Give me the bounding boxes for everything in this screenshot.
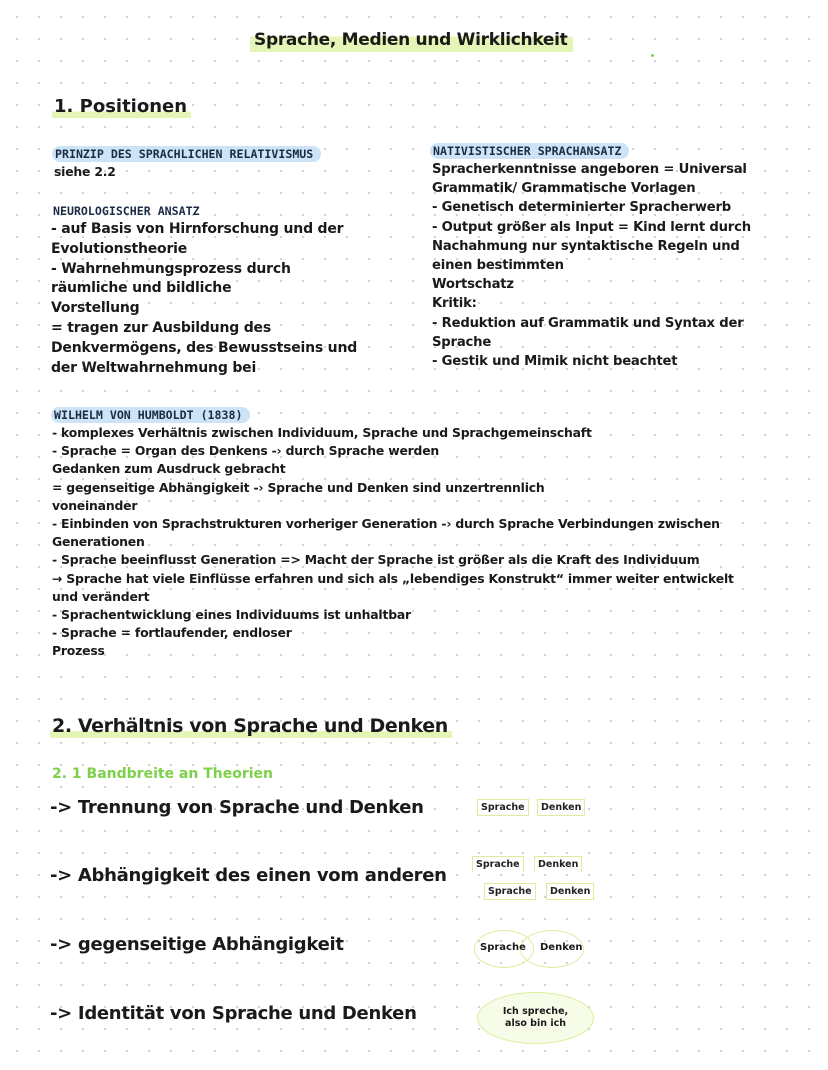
humboldt-body (52, 424, 734, 661)
diagram-separation-denken: Denken (537, 799, 585, 816)
diagram-identity-text: Ich spreche, also bin ich (502, 1006, 569, 1029)
nativ-line: Grammatik/ Grammatische Vorlagen (432, 181, 696, 197)
prinzip-line: siehe 2.2 (54, 164, 116, 179)
nativ-line: - Gestik und Mimik nicht beachtet (432, 354, 678, 370)
nativ-line: Kritik: (432, 296, 477, 312)
neuro-heading: NEUROLOGISCHER ANSATZ (53, 204, 200, 218)
section-1-heading: 1. Positionen (52, 96, 191, 118)
nativ-line: Sprache (432, 334, 492, 350)
neuro-line: = tragen zur Ausbildung des (51, 319, 271, 336)
ink-dot (651, 54, 654, 57)
humboldt-line: Prozess (52, 643, 105, 659)
humboldt-line: → Sprache hat viele Einflüsse erfahren und sich als „lebendiges Konstrukt“ immer weiter entwickelt (52, 570, 734, 586)
nativ-heading: NATIVISTISCHER SPRACHANSATZ (430, 143, 629, 159)
nativ-line: Nachahmung nur syntaktische Regeln und (432, 238, 740, 254)
neuro-line: - auf Basis von Hirnforschung und der (51, 221, 344, 237)
nativ-body (432, 160, 751, 371)
humboldt-line: - Sprachentwicklung eines Individuums ist unhaltbar (52, 607, 411, 623)
neuro-line: Vorstellung (51, 300, 140, 317)
neuro-line: Evolutionstheorie (51, 240, 188, 257)
neuro-line: - Wahrnehmungsprozess durch (51, 260, 291, 277)
page-title: Sprache, Medien und Wirklichkeit (250, 30, 573, 52)
humboldt-line: - Sprache beeinflusst Generation => Macht der Sprache ist größer als die Kraft des Individuum (52, 552, 700, 568)
section-2-1-subheading: 2. 1 Bandbreite an Theorien (52, 766, 274, 782)
diagram-mutual-denken: Denken (540, 942, 583, 953)
diagram-identity-ellipse (477, 992, 594, 1044)
nativ-line: Wortschatz (432, 277, 514, 293)
humboldt-line: voneinander (52, 497, 138, 513)
neuro-line: räumliche und bildliche (51, 280, 232, 297)
humboldt-line: Generationen (52, 534, 145, 550)
diagram-separation-sprache: Sprache (477, 799, 529, 816)
diagram-dependence-denken-bottom: Denken (546, 883, 594, 900)
diagram-dependence-sprache-top: Sprache (472, 856, 524, 872)
section-2-heading: 2. Verhältnis von Sprache und Denken (50, 715, 452, 738)
humboldt-line: - komplexes Verhältnis zwischen Individuum, Sprache und Sprachgemeinschaft (52, 425, 592, 440)
humboldt-line: und verändert (52, 588, 150, 604)
theory-dependence: -> Abhängigkeit des einen vom anderen (50, 865, 447, 886)
nativ-line: - Output größer als Input = Kind lernt durch (432, 219, 751, 235)
humboldt-line: - Einbinden von Sprachstrukturen vorheriger Generation -› durch Sprache Verbindungen zwischen (52, 516, 720, 532)
humboldt-line: - Sprache = Organ des Denkens -› durch Sprache werden (52, 443, 440, 459)
nativ-line: - Genetisch determinierter Spracherwerb (432, 200, 731, 216)
humboldt-line: - Sprache = fortlaufender, endloser (52, 625, 292, 641)
humboldt-line: = gegenseitige Abhängigkeit -› Sprache und Denken sind unzertrennlich (52, 479, 545, 495)
nativ-line: Spracherkenntnisse angeboren = Universal (432, 162, 747, 177)
theory-identity: -> Identität von Sprache und Denken (50, 1003, 417, 1024)
humboldt-line: Gedanken zum Ausdruck gebracht (52, 461, 286, 477)
nativ-line: einen bestimmten (432, 258, 564, 274)
neuro-line: der Weltwahrnehmung bei (51, 359, 257, 376)
humboldt-heading: WILHELM VON HUMBOLDT (1838) (51, 407, 250, 423)
theory-mutual-dependence: -> gegenseitige Abhängigkeit (50, 934, 344, 955)
prinzip-body (54, 163, 116, 181)
diagram-dependence-denken-top: Denken (534, 856, 582, 872)
theory-separation: -> Trennung von Sprache und Denken (50, 797, 424, 818)
nativ-line: - Reduktion auf Grammatik und Syntax der (432, 315, 744, 331)
diagram-mutual-sprache: Sprache (480, 942, 526, 953)
neuro-line: Denkvermögens, des Bewusstseins und (51, 339, 358, 356)
diagram-dependence-sprache-bottom: Sprache (484, 883, 536, 900)
prinzip-heading: PRINZIP DES SPRACHLICHEN RELATIVISMUS (52, 146, 321, 162)
neuro-body (51, 220, 357, 378)
